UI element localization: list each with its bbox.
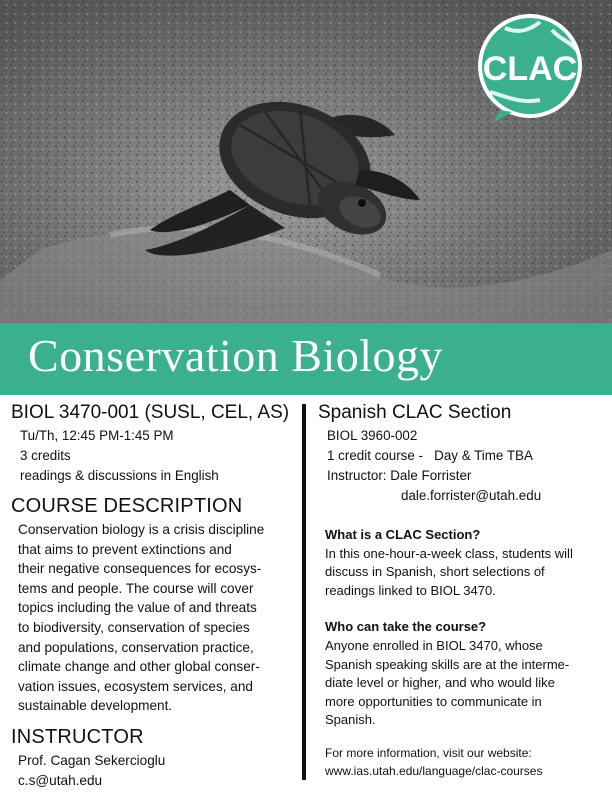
description-line: their negative consequences for ecosys-	[18, 561, 262, 577]
clac-column	[318, 402, 602, 780]
who-line: diate level or higher, and who would like	[325, 675, 555, 691]
who-line: Spanish speaking skills are at the interme-	[325, 656, 570, 672]
who-line: Spanish.	[325, 712, 376, 728]
course-code: BIOL 3470-001 (SUSL, CEL, AS)	[11, 402, 290, 423]
title-band	[0, 323, 612, 395]
course-details	[20, 426, 296, 486]
what-heading: What is a CLAC Section?	[325, 527, 481, 542]
instructor-details	[18, 751, 296, 790]
turtle-photo	[0, 0, 612, 323]
what-line: discuss in Spanish, short selections of	[325, 564, 545, 580]
clac-who-section	[325, 618, 602, 730]
course-column	[11, 402, 296, 790]
who-line: Anyone enrolled in BIOL 3470, whose	[325, 637, 543, 653]
course-credits: 3 credits	[20, 448, 71, 463]
clac-instructor: Instructor: Dale Forrister	[327, 468, 472, 483]
description-line: Conservation biology is a crisis discipline	[18, 522, 265, 537]
who-line: more opportunities to communicate in	[325, 693, 542, 709]
description-line: vation issues, ecosystem services, and	[18, 678, 253, 694]
more-info-text: For more information, visit our website:	[325, 745, 532, 760]
what-line: readings linked to BIOL 3470.	[325, 582, 496, 598]
clac-code: BIOL 3960-002	[327, 428, 418, 443]
who-heading: Who can take the course?	[325, 619, 487, 635]
course-schedule: Tu/Th, 12:45 PM-1:45 PM	[20, 428, 174, 443]
clac-credit: 1 credit course - Day & Time TBA	[327, 448, 533, 463]
description-line: and populations, conservation practice,	[18, 639, 254, 655]
clac-email[interactable]: dale.forrister@utah.edu	[401, 488, 542, 503]
instructor-email[interactable]: c.s@utah.edu	[18, 772, 103, 788]
page-title: Conservation Biology	[28, 330, 444, 381]
more-info-section	[325, 744, 602, 780]
column-divider	[302, 404, 306, 780]
course-language: readings & discussions in English	[20, 468, 219, 483]
description-heading: COURSE DESCRIPTION	[11, 495, 243, 517]
hero-photo	[0, 0, 612, 323]
description-line: sustainable development.	[18, 698, 173, 714]
what-line: In this one-hour-a-week class, students will	[325, 545, 573, 561]
description-text	[18, 520, 296, 716]
description-line: tems and people. The course will cover	[18, 580, 254, 596]
clac-heading: Spanish CLAC Section	[318, 402, 512, 423]
description-line: climate change and other global conser-	[18, 659, 260, 675]
instructor-name: Prof. Cagan Sekercioglu	[18, 752, 166, 768]
website-link[interactable]: www.ias.utah.edu/language/clac-courses	[325, 763, 543, 778]
instructor-heading: INSTRUCTOR	[11, 725, 144, 748]
description-line: to biodiversity, conservation of species	[18, 619, 250, 635]
description-line: topics including the value of and threats	[18, 600, 257, 616]
description-line: that aims to prevent extinctions and	[18, 541, 232, 557]
clac-logo-text: CLAC	[482, 50, 578, 88]
clac-what-section	[325, 526, 602, 600]
clac-details	[327, 426, 602, 506]
